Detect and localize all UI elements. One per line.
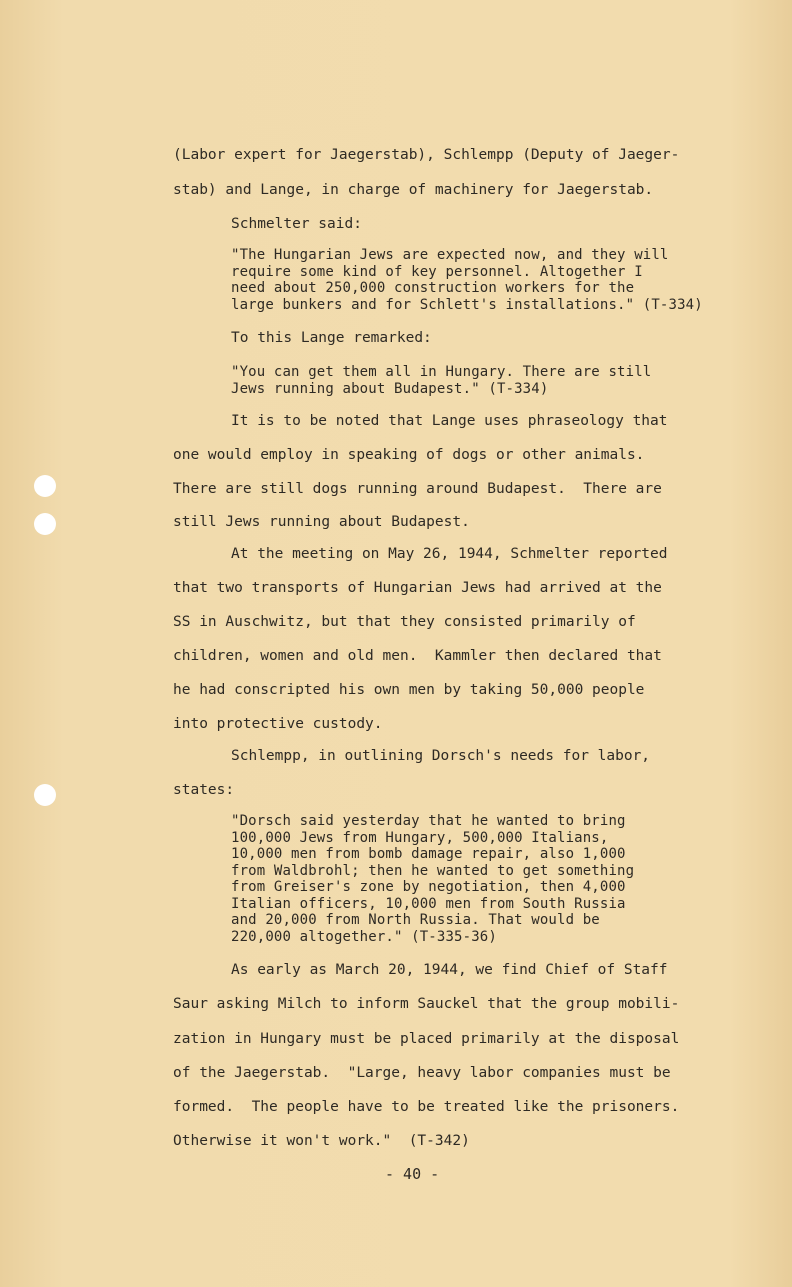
body-line: SS in Auschwitz, but that they consisted primarily of — [173, 614, 636, 630]
body-line: one would employ in speaking of dogs or other animals. — [173, 447, 645, 463]
body-line: still Jews running about Budapest. — [173, 514, 470, 530]
block-quote: "You can get them all in Hungary. There are still Jews running about Budapest." (T-334) — [231, 364, 652, 397]
body-line: (Labor expert for Jaegerstab), Schlempp (Deputy of Jaeger- — [173, 147, 680, 163]
body-line: stab) and Lange, in charge of machinery for Jaegerstab. — [173, 182, 654, 198]
body-line: zation in Hungary must be placed primarily at the disposal — [173, 1031, 680, 1047]
body-line: As early as March 20, 1944, we find Chief of Staff — [231, 962, 668, 978]
quote-intro: To this Lange remarked: — [231, 330, 432, 346]
block-quote: "The Hungarian Jews are expected now, and they will require some kind of key personnel. Altogether I need about 250,000 construction workers for the large bunkers and for Schlett's installations." (T-334) — [231, 247, 703, 313]
body-line: There are still dogs running around Budapest. There are — [173, 481, 662, 497]
block-quote: "Dorsch said yesterday that he wanted to bring 100,000 Jews from Hungary, 500,000 Italians, 10,000 men from bomb damage repair, also 1,000 from Waldbrohl; then he wanted to get something from Greiser's zone by negotiation, then 4,000 Italian officers, 10,000 men from South Russia and 20,000 from North Russia. That would be 220,000 altogether." (T-335-36) — [231, 813, 635, 945]
page-number: - 40 - — [385, 1165, 440, 1183]
body-line: Otherwise it won't work." (T-342) — [173, 1133, 470, 1149]
punch-hole — [34, 784, 56, 806]
body-line: into protective custody. — [173, 716, 383, 732]
body-line: It is to be noted that Lange uses phraseology that — [231, 413, 668, 429]
punch-hole — [34, 513, 56, 535]
body-line: Schlempp, in outlining Dorsch's needs for labor, — [231, 748, 651, 764]
punch-hole — [34, 475, 56, 497]
body-line: of the Jaegerstab. "Large, heavy labor companies must be — [173, 1065, 671, 1081]
body-line: that two transports of Hungarian Jews had arrived at the — [173, 580, 662, 596]
body-line: formed. The people have to be treated like the prisoners. — [173, 1099, 680, 1115]
body-line: At the meeting on May 26, 1944, Schmelter reported — [231, 546, 668, 562]
body-line: states: — [173, 782, 235, 798]
body-line: Saur asking Milch to inform Sauckel that the group mobili- — [173, 996, 680, 1012]
body-line: he had conscripted his own men by taking 50,000 people — [173, 682, 645, 698]
quote-intro: Schmelter said: — [231, 216, 362, 232]
body-line: children, women and old men. Kammler then declared that — [173, 648, 662, 664]
